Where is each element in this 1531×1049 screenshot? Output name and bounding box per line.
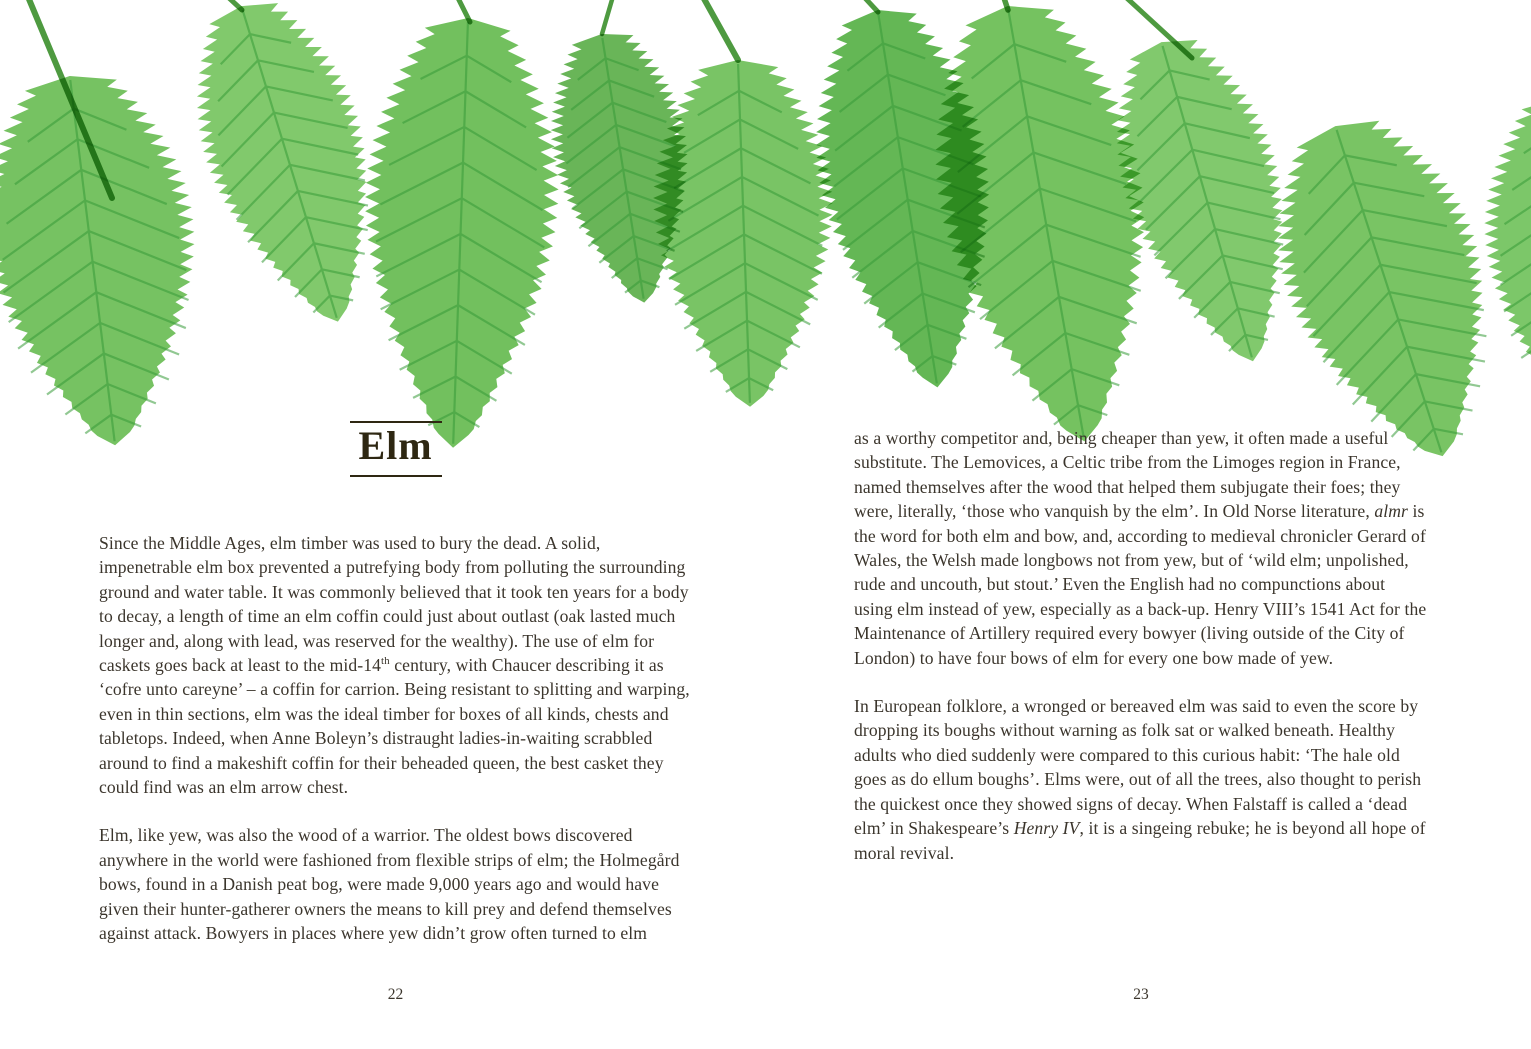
- leaf-stem: [852, 0, 878, 12]
- left-page-column: [99, 421, 692, 970]
- paragraph: Since the Middle Ages, elm timber was used to bury the dead. A solid, impenetrable elm box prevented a putrefying body from polluting the surrounding ground and water table. It was commonly believed that it took ten years for a body to decay, a length of time an elm coffin could just about outlast (oak lasted much longer and, along with lead, was reserved for the wealthy). The use of elm for caskets goes back at least to the mid-14th century, with Chaucer describing it as ‘cofre unto careyne’ – a coffin for carrion. Being resistant to splitting and warping, even in thin sections, elm was the ideal timber for boxes of all kinds, chests and tabletops. Indeed, when Anne Boleyn’s distraught ladies-in-waiting scrabbled around to find a makeshift coffin for their beheaded queen, the best casket they could find was an elm arrow chest.: [99, 533, 690, 798]
- page-number-left: 22: [387, 986, 404, 1003]
- right-page-column: [854, 426, 1428, 889]
- elm-leaf: [0, 63, 220, 458]
- paragraph: Elm, like yew, was also the wood of a warrior. The oldest bows discovered anywhere in the world were fashioned from flexible strips of elm; the Holmegård bows, found in a Danish peat bog, were made 9,000 years ago and would have given their hunter-gatherer owners the means to kill prey and defend themselves against attack. Bowyers in places where yew didn’t grow often turned to elm: [99, 825, 680, 944]
- leaf-stem: [698, 0, 738, 60]
- left-page-text: [99, 531, 692, 946]
- paragraph: In European folklore, a wronged or bereaved elm was said to even the score by dropping its boughs without warning as folk sat or walked beneath. Healthy adults who died suddenly were compared to this curious habit: ‘The hale old goes as do ellum boughs’. Elms were, out of all the trees, also thought to perish the quickest once they showed signs of decay. When Falstaff is called a ‘dead elm’ in Shakespeare’s Henry IV, it is a singeing rebuke; he is beyond all hope of moral revival.: [854, 696, 1426, 863]
- chapter-title-box: [350, 421, 442, 477]
- paragraph: as a worthy competitor and, being cheaper than yew, it often made a useful substitute. The Lemovices, a Celtic tribe from the Limoges region in France, named themselves after the wood that helped them subjugate their foes; they were, literally, ‘those who vanquish by the elm’. In Old Norse literature, almr is the word for both elm and bow, and, according to medieval chronicler Gerard of Wales, the Welsh made longbows not from yew, but of ‘wild elm; unpolished, rude and uncouth, but stout.’ Even the English had no compunctions about using elm instead of yew, especially as a back-up. Henry VIII’s 1541 Act for the Maintenance of Artillery required every bowyer (living outside of the City of London) to have four bows of elm for every one bow made of yew.: [854, 428, 1427, 668]
- leaf-stem: [602, 0, 616, 34]
- chapter-title: Elm: [358, 423, 433, 468]
- elm-leaf: [356, 15, 564, 451]
- page-number-right: 23: [1133, 986, 1149, 1003]
- elm-leaf: [1473, 90, 1531, 436]
- right-page-text: [854, 426, 1428, 865]
